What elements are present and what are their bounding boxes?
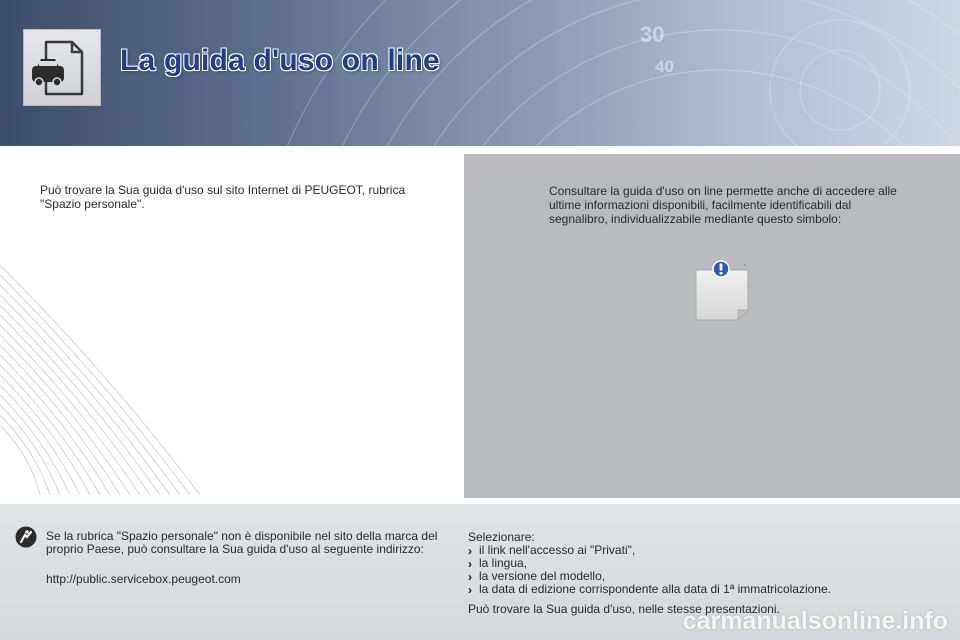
chevron-right-icon: ›: [468, 570, 472, 584]
selection-footer: Può trovare la Sua guida d'uso, nelle stesse presentazioni.: [468, 602, 780, 616]
chevron-right-icon: ›: [468, 544, 472, 558]
list-item-label: il link nell'accesso ai "Privati",: [479, 543, 636, 557]
note-text: Se la rubrica "Spazio personale" non è disponibile nel sito della marca del proprio Paese, può consultare la Sua guida d'uso al seguente indirizzo:: [46, 529, 438, 556]
watermark: carmanualsonline.info: [682, 607, 948, 635]
list-item: [468, 544, 938, 557]
header-banner: [0, 0, 960, 146]
bookmark-description: Consultare la guida d'uso on line permette anche di accedere alle ultime informazioni disponibili, facilmente identificabili dal segnalibro, individualizzabile mediante questo simbolo:: [549, 184, 897, 226]
list-item: [468, 583, 938, 596]
selection-heading: Selezionare:: [468, 530, 535, 544]
gauge-label-30: 30: [640, 22, 665, 47]
list-item-label: la versione del modello,: [479, 569, 606, 583]
decorative-lines: [0, 255, 210, 500]
list-item-label: la data di edizione corrispondente alla data di 1ª immatricolazione.: [479, 582, 831, 596]
footer-band: [0, 504, 960, 640]
bookmark-note-icon: [694, 260, 752, 327]
service-url-link[interactable]: http://public.servicebox.peugeot.com: [46, 572, 241, 586]
gauge-label-40: 40: [655, 57, 674, 76]
selection-instructions: [468, 531, 938, 616]
selection-list: [468, 544, 938, 596]
info-icon: [15, 526, 37, 553]
chevron-right-icon: ›: [468, 557, 472, 571]
list-item-label: la lingua,: [479, 556, 528, 570]
chevron-right-icon: ›: [468, 583, 472, 597]
car-document-icon: [23, 29, 101, 106]
page-title: La guida d'uso on line: [120, 44, 440, 77]
intro-text: Può trovare la Sua guida d'uso sul sito Internet di PEUGEOT, rubrica "Spazio personale".: [40, 183, 406, 211]
info-panel: [464, 154, 960, 498]
